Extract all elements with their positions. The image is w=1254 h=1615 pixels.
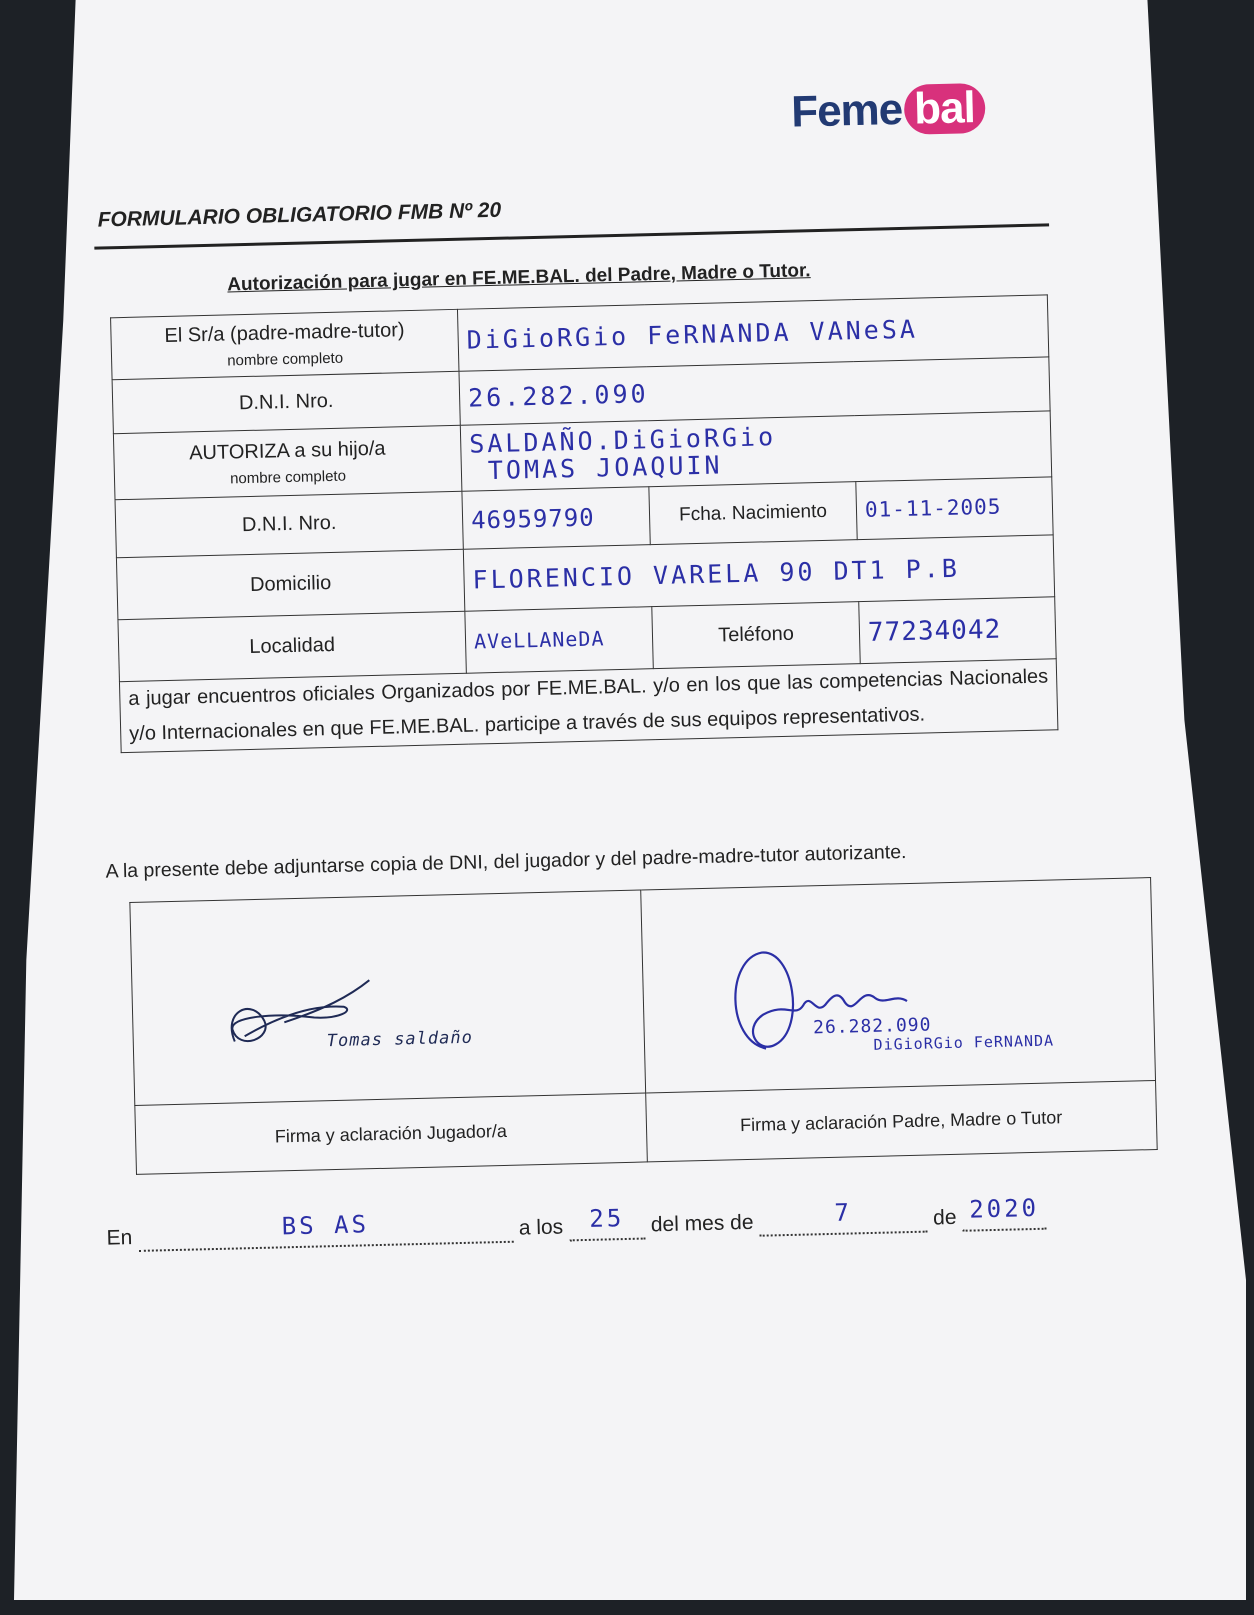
authorization-table <box>110 294 1058 753</box>
parent-signature-field[interactable] <box>640 878 1155 1093</box>
hijo-dni-label: D.N.I. Nro. <box>115 491 463 557</box>
player-signature-label: Firma y aclaración Jugador/a <box>135 1093 647 1174</box>
tutor-label: El Sr/a (padre-madre-tutor) <box>164 318 405 347</box>
authorization-paragraph: a jugar encuentros oficiales Organizados por FE.ME.BAL. y/o en los que las competencias Nacionales y/o Internacionales en que FE.ME.BAL. participe a través de sus equipos representativos. <box>119 659 1057 753</box>
hijo-dni-value: 46959790 <box>470 503 596 535</box>
signature-table <box>129 877 1157 1175</box>
hijo-sublabel: nombre completo <box>229 467 347 487</box>
hijo-name-line2: TOMAS JOAQUIN <box>487 449 723 485</box>
parent-signature-icon <box>642 879 1157 1091</box>
month-field[interactable] <box>759 1198 928 1237</box>
nacimiento-value: 01-11-2005 <box>864 494 1002 522</box>
tutor-dni-value: 26.282.090 <box>467 379 649 413</box>
tutor-sublabel: nombre completo <box>226 349 344 369</box>
domicilio-value: FLORENCIO VARELA 90 DT1 P.B <box>472 553 961 595</box>
tutor-label-cell <box>111 309 459 379</box>
hijo-dni-field[interactable] <box>462 487 650 550</box>
en-label: En <box>106 1226 133 1250</box>
tutor-dni-label: D.N.I. Nro. <box>112 371 460 433</box>
localidad-field[interactable] <box>465 607 653 674</box>
tutor-name-value: DiGioRGio FeRNANDA VANeSA <box>466 314 919 355</box>
dateline <box>106 1193 1046 1253</box>
year-field[interactable] <box>962 1193 1047 1232</box>
hijo-label-cell <box>113 425 462 499</box>
femebal-logo <box>791 83 986 138</box>
hijo-name-line1: SALDAÑO.DiGioRGio <box>468 422 777 459</box>
day-field[interactable] <box>569 1204 646 1242</box>
day-value: 25 <box>589 1204 625 1233</box>
telefono-field[interactable] <box>859 597 1056 664</box>
player-signature-field[interactable] <box>130 890 645 1105</box>
parent-signature-label: Firma y aclaración Padre, Madre o Tutor <box>645 1081 1157 1162</box>
form-title: FORMULARIO OBLIGATORIO FMB Nº 20 <box>97 198 502 232</box>
month-value: 7 <box>834 1198 853 1227</box>
nacimiento-label: Fcha. Nacimiento <box>649 482 857 545</box>
domicilio-label: Domicilio <box>116 549 464 619</box>
player-signature-text: Tomas saldaño <box>326 1027 474 1052</box>
localidad-label: Localidad <box>118 611 466 681</box>
year-value: 2020 <box>968 1193 1040 1224</box>
logo-text-part2: bal <box>904 83 986 135</box>
autoriza-label: AUTORIZA a su hijo/a <box>188 437 386 464</box>
parent-signature-dni: 26.282.090 <box>812 1014 932 1039</box>
telefono-value: 77234042 <box>867 614 1002 648</box>
player-signature-icon <box>131 892 646 1104</box>
telefono-label: Teléfono <box>652 602 860 669</box>
place-field[interactable] <box>138 1210 514 1252</box>
logo-text-part1: Feme <box>790 84 903 137</box>
localidad-value: AVeLLANeDA <box>473 626 605 654</box>
a-los-label: a los <box>518 1215 564 1240</box>
mes-label: del mes de <box>650 1210 754 1237</box>
dni-copy-note: A la presente debe adjuntarse copia de DNI, del jugador y del padre-madre-tutor autorizante. <box>105 841 907 883</box>
nacimiento-field[interactable] <box>856 477 1053 540</box>
de-label: de <box>932 1205 957 1230</box>
place-value: BS AS <box>281 1210 370 1241</box>
parent-signature-name: DiGioRGio FeRNANDA <box>873 1031 1055 1054</box>
form-subtitle: Autorización para jugar en FE.ME.BAL. del Padre, Madre o Tutor. <box>227 260 811 296</box>
